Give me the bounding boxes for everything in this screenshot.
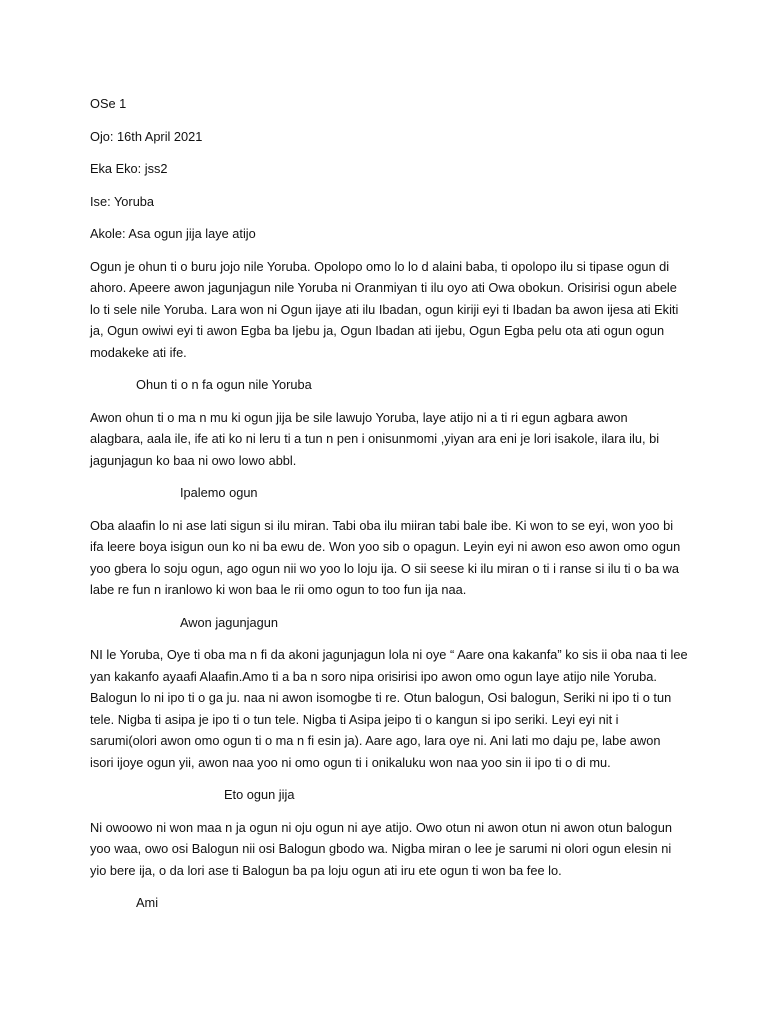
class-line: Eka Eko: jss2 <box>90 161 168 176</box>
paragraph-line: Ogun je ohun ti o buru jojo nile Yoruba. Opolopo omo lo lo d alaini baba, ti opolopo ilu si tipase ogun di <box>90 258 670 274</box>
closing-heading: Ami <box>136 895 159 910</box>
paragraph-line: Ni owoowo ni won maa n ja ogun ni oju ogun ni aye atijo. Owo otun ni awon otun ni awon otun balogun <box>90 819 672 835</box>
paragraph-line: yoo gbera lo soju ogun, ago ogun nii wo yoo lo loju ija. O sii seese ki ilu miran o ti i ranse si ilu ti o ba wa <box>90 560 679 576</box>
paragraph-line: sarumi(olori awon omo ogun ti o ma n fi esin ja). Aare ago, lara oye ni. Ani lati mo daju pe, labe awon <box>90 733 661 748</box>
paragraph-line: yoo waa, owo osi Balogun nii osi Balogun gbodo wa. Nigba miran o lee je sarumi ni olori ogun elesin ni <box>90 841 672 856</box>
causes-paragraph <box>90 407 702 472</box>
date-line: Ojo: 16th April 2021 <box>90 128 203 144</box>
paragraph-line: lo ti sele nile Yoruba. Lara won ni Ogun ijaye ati ilu Ibadan, ogun kiriji eyi ti Ibadan ba awon ijesa ati Ekiti <box>90 301 679 317</box>
paragraph-line: Balogun lo ni ipo ti o ga ju. naa ni awon isomogbe ti re. Otun balogun, Osi balogun, Seriki ni ipo ti o tun <box>90 690 672 705</box>
section-heading-war-order: Eto ogun jija <box>224 787 295 802</box>
paragraph-line: ahoro. Apeere awon jagunjagun nile Yoruba ni Oranmiyan ti ilu oyo ati Owa obokun. Orisirisi ogun abele <box>90 280 677 295</box>
preparation-paragraph <box>90 515 702 601</box>
paragraph-line: yan kakanfo ayaafi Alaafin.Amo ti a ba n soro nipa orisirisi ipo awon omo ogun laye atijo nile Yoruba. <box>90 668 657 684</box>
paragraph-line: modakeke ati ife. <box>90 344 187 360</box>
document-page <box>90 93 702 925</box>
topic-line: Akole: Asa ogun jija laye atijo <box>90 226 256 241</box>
section-heading-warriors: Awon jagunjagun <box>180 614 278 630</box>
paragraph-line: Oba alaafin lo ni ase lati sigun si ilu miran. Tabi oba ilu miiran tabi bale ibe. Ki won to se eyi, won yoo bi <box>90 517 674 533</box>
section-heading-causes: Ohun ti o n fa ogun nile Yoruba <box>136 377 312 392</box>
paragraph-line: alagbara, aala ile, ife ati ko ni leru ti a tun n pen i onisunmomi ,yiyan ara eni je lori isakole, ilara ilu, bi <box>90 431 660 446</box>
paragraph-line: NI le Yoruba, Oye ti oba ma n fi da akoni jagunjagun lola ni oye “ Aare ona kakanfa” ko sis ii oba naa ti lee <box>90 647 688 662</box>
subject-line: Ise: Yoruba <box>90 193 155 209</box>
paragraph-line: yio bere ija, o da lori ase ti Balogun ba pa loju ogun ati iru ete ogun ti won ba fee lo. <box>90 862 562 878</box>
section-heading-preparation: Ipalemo ogun <box>180 485 258 500</box>
paragraph-line: labe re fun n iranlowo ki won baa le rii omo ogun to too fun ija naa. <box>90 582 467 597</box>
intro-paragraph <box>90 256 702 364</box>
paragraph-line: Awon ohun ti o ma n mu ki ogun jija be sile lawujo Yoruba, laye atijo ni a ti ri egun agbara awon <box>90 409 628 425</box>
paragraph-line: ifa leere boya isigun oun ko ni ba ewu de. Won yoo sib o opagun. Leyin eyi ni awon eso awon omo ogun <box>90 539 681 554</box>
war-order-paragraph <box>90 817 702 882</box>
paragraph-line: jagunjagun ko baa ni owo lowo abbl. <box>90 452 297 468</box>
paragraph-line: ja, Ogun owiwi eyi ti awon Egba ba Ijebu ja, Ogun Ibadan ati ijebu, Ogun Egba pelu ota ati ogun ogun <box>90 323 665 338</box>
warriors-paragraph <box>90 644 702 773</box>
ose-line: OSe 1 <box>90 96 127 111</box>
paragraph-line: tele. Nigba ti asipa je ipo ti o tun tele. Nigba ti Asipa jeipo ti o kangun si ipo seriki. Leyi eyi nit i <box>90 711 619 727</box>
paragraph-line: isori ijoye ogun yii, awon naa yoo ni omo ogun ti i onikaluku won naa yoo sin ii ipo ti o di mu. <box>90 754 611 770</box>
